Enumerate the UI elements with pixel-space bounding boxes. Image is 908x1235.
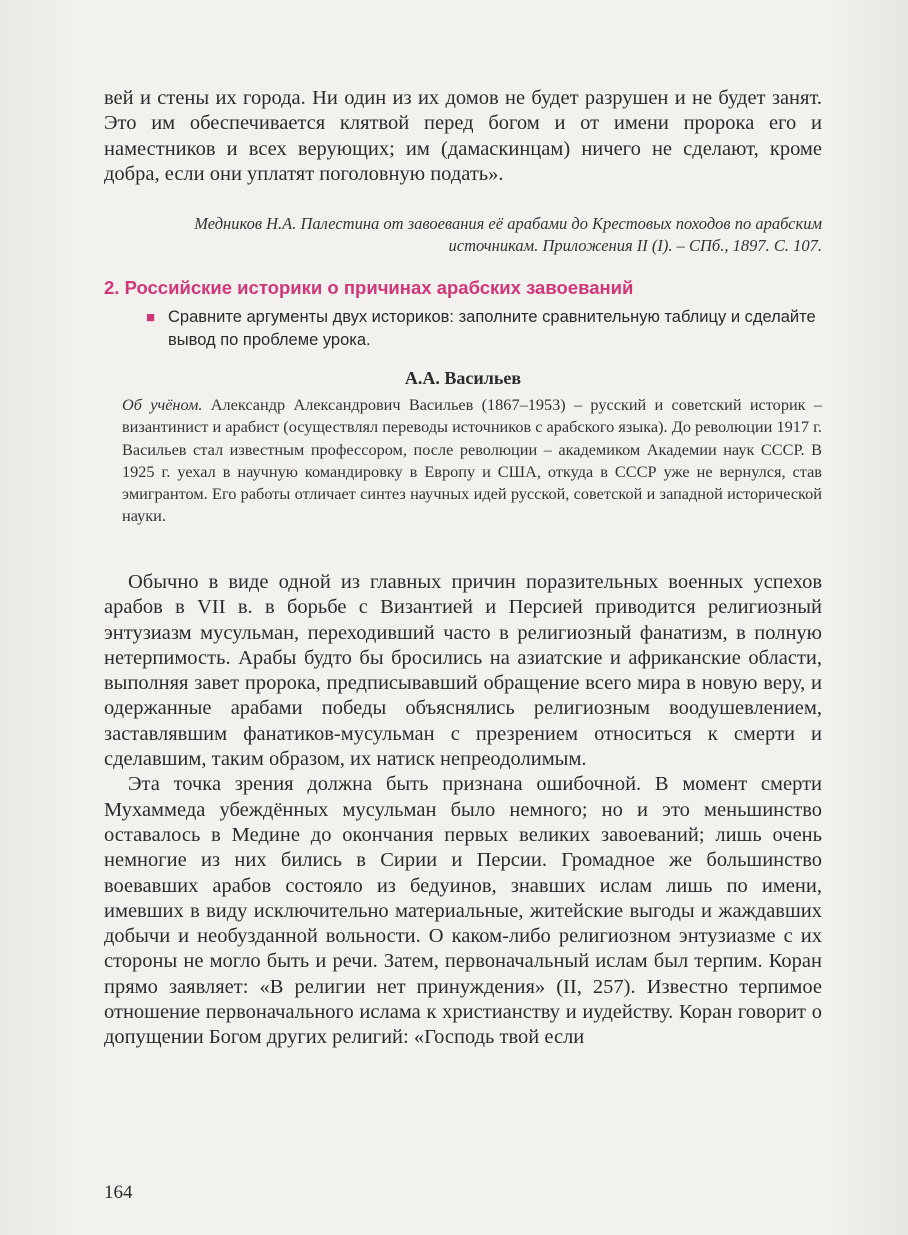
bullet-icon: ■ bbox=[146, 309, 156, 326]
task-text: Сравните аргументы двух историков: заполните сравнительную таблицу и сделайте вывод по проблеме урока. bbox=[168, 308, 816, 349]
page-number: 164 bbox=[104, 1182, 133, 1203]
source-citation: Медников Н.А. Палестина от завоевания её арабами до Крестовых походов по арабским источникам. Приложения II (I). – СПб., 1897. С. 107. bbox=[194, 214, 822, 255]
quote-paragraph: вей и стены их города. Ни один из их домов не будет разрушен и не будет занят. Это им обеспечивается клятвой перед богом и от имени пророка его и наместников и всех верующих; им (дамаскинцам) ничего не сделают, кроме добра, если они уплатят поголовную подать». bbox=[104, 87, 822, 185]
about-text: Александр Александрович Васильев (1867–1953) – русский и советский историк – византинист и арабист (осуществлял переводы источников с арабского языка). До революции 1917 г. Васильев стал известным профессором, после революции – академиком Академии наук СССР. В 1925 г. уехал в научную командировку в Европу и США, откуда в СССР уже не вернулся, став эмигрантом. Его работы отличает синтез научных идей русской, советской и западной исторической науки. bbox=[122, 395, 822, 526]
task-instruction bbox=[148, 306, 828, 352]
quote-continuation bbox=[104, 86, 822, 187]
author-heading: А.А. Васильев bbox=[404, 368, 522, 388]
about-lead: Об учёном. bbox=[122, 395, 203, 414]
main-paragraph: Обычно в виде одной из главных причин поразительных военных успехов арабов в VII в. в борьбе с Византией и Персией приводится религиозный энтузиазм мусульман, переходивший часто в религиозный фанатизм, в полную нетерпимость. Арабы будто бы бросились на азиатские и африканские области, выполняя завет пророка, предписывавший обращение всего мира в новую веру, и одержанные арабами победы объяснялись религиозным воодушевлением, заставлявшим фанатиков-мусульман с презрением относиться к смерти и сделавшим, таким образом, их натиск непреодолимым. bbox=[104, 571, 822, 771]
section-heading: 2. Российские историки о причинах арабских завоеваний bbox=[104, 277, 634, 298]
main-text bbox=[104, 570, 822, 1051]
about-author bbox=[122, 394, 822, 528]
main-paragraph: Эта точка зрения должна быть признана ошибочной. В момент смерти Мухаммеда убеждённых мусульман было немного; но и это меньшинство оставалось в Медине до окончания первых великих завоеваний; лишь очень немногие из них бились в Сирии и Персии. Громадное же большинство воевавших арабов состояло из бедуинов, знавших ислам лишь по имени, имевших в виду исключительно материальные, житейские выгоды и жаждавших добычи и необузданной вольности. О каком-либо религиозном энтузиазме с их стороны не могло быть и речи. Затем, первоначальный ислам был терпим. Коран прямо заявляет: «В религии нет принуждения» (II, 257). Известно терпимое отношение первоначального ислама к христианству и иудейству. Коран говорит о допущении Богом других религий: «Господь твой если bbox=[104, 773, 822, 1049]
